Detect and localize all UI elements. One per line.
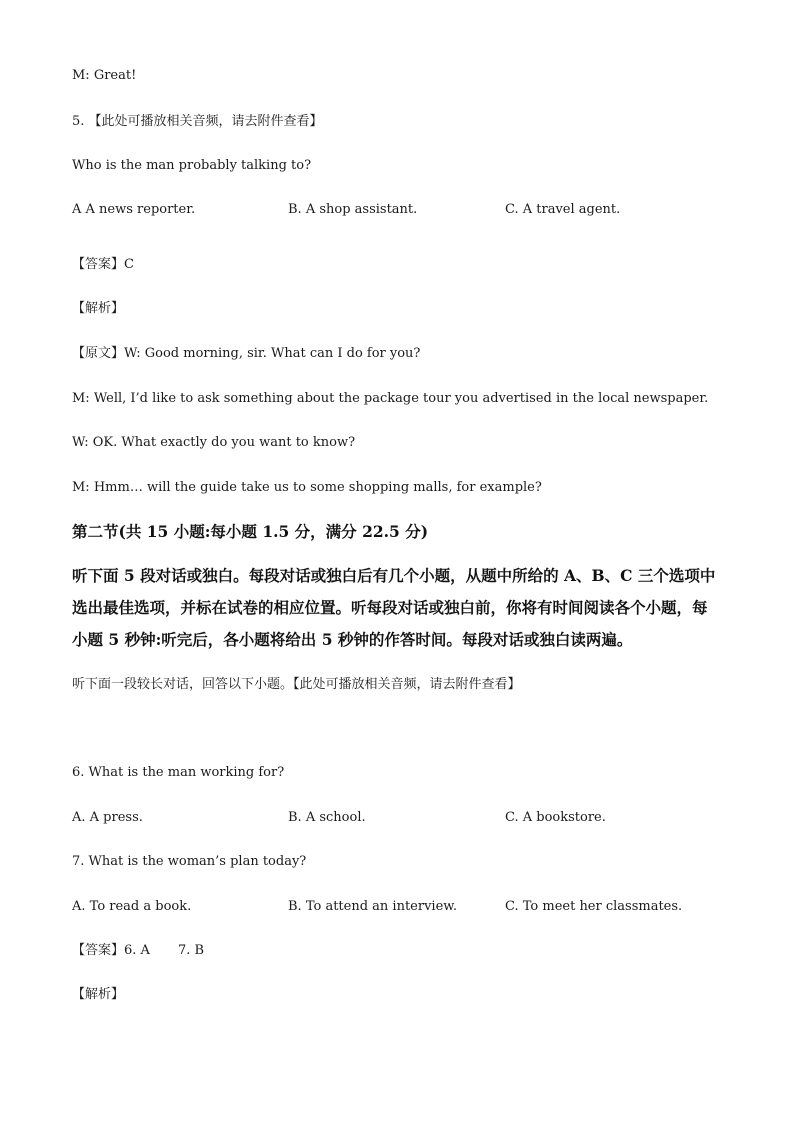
answers-6-7 bbox=[72, 943, 204, 959]
section-2-title: 第二节(共 15 小题:每小题 1.5 分，满分 22.5 分) bbox=[72, 522, 429, 541]
option-a: A. To read a book. bbox=[72, 899, 192, 914]
dialogue-line: M: Great! bbox=[72, 68, 137, 83]
question-5-audio-prompt: 5. 【此处可播放相关音频，请去附件查看】 bbox=[72, 114, 323, 129]
answer-5: 【答案】C bbox=[72, 257, 134, 272]
transcript-line: M: Well, I’d like to ask something about the package tour you advertised in the local newspaper. bbox=[72, 391, 709, 406]
option-a: A A news reporter. bbox=[72, 202, 196, 217]
question-5-text: Who is the man probably talking to? bbox=[72, 158, 312, 173]
transcript-line: M: Hmm… will the guide take us to some shopping malls, for example? bbox=[72, 480, 542, 495]
option-b: B. A shop assistant. bbox=[288, 202, 418, 217]
analysis-label: 【解析】 bbox=[72, 987, 125, 1002]
question-7-text: 7. What is the woman’s plan today? bbox=[72, 854, 307, 869]
transcript-line: 【原文】W: Good morning, sir. What can I do for you? bbox=[72, 346, 421, 361]
section-2-instructions: 听下面 5 段对话或独白。每段对话或独白后有几个小题，从题中所给的 A、B、C 三个选项中选出最佳选项，并标在试卷的相应位置。听每段对话或独白前，你将有时间阅读各个小题，每小题 5 秒钟:听完后，各小题将给出 5 秒钟的作答时间。每段对话或独白读两遍。 bbox=[72, 566, 716, 649]
section-2-audio-prompt: 听下面一段较长对话，回答以下小题。【此处可播放相关音频，请去附件查看】 bbox=[72, 677, 521, 692]
transcript-line: W: OK. What exactly do you want to know? bbox=[72, 435, 356, 450]
option-c: C. To meet her classmates. bbox=[505, 899, 683, 914]
question-6-text: 6. What is the man working for? bbox=[72, 765, 285, 780]
option-c: C. A bookstore. bbox=[505, 810, 606, 825]
answer-label: 【答案】 bbox=[72, 943, 125, 958]
answer-7: 7. B bbox=[177, 943, 205, 958]
option-c: C. A travel agent. bbox=[505, 202, 621, 217]
option-b: B. To attend an interview. bbox=[288, 899, 457, 914]
option-a: A. A press. bbox=[72, 810, 143, 825]
answer-6: 6. A bbox=[124, 943, 150, 958]
analysis-label: 【解析】 bbox=[72, 301, 125, 316]
option-b: B. A school. bbox=[288, 810, 366, 825]
